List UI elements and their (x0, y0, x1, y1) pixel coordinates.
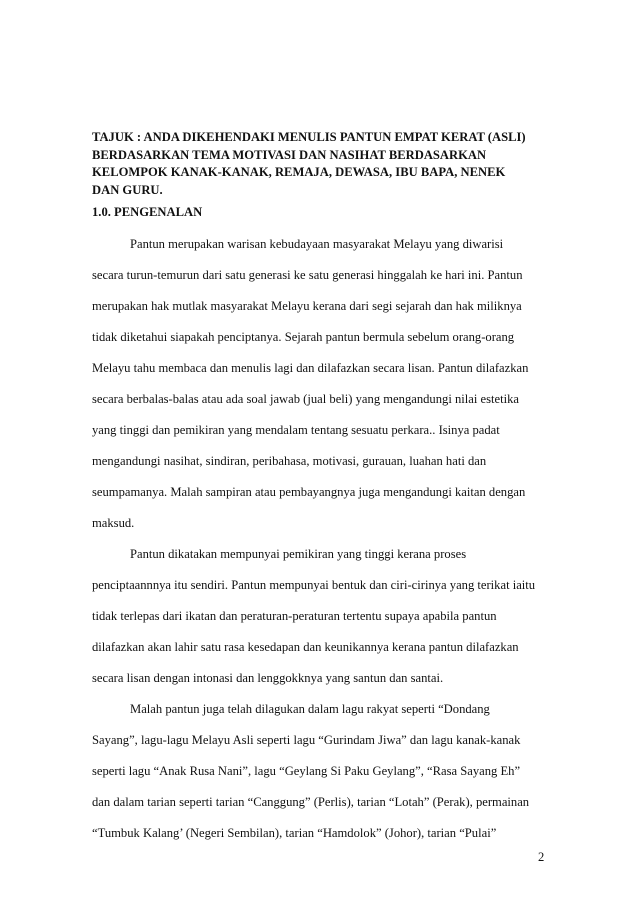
title-line: DAN GURU. (92, 182, 163, 197)
paragraph-line: mengandungi nasihat, sindiran, peribahasa, motivasi, gurauan, luahan hati dan (92, 454, 487, 468)
paragraph-line: secara turun-temurun dari satu generasi ke satu generasi hinggalah ke hari ini. Pantun (92, 268, 523, 282)
paragraph-line: maksud. (92, 516, 135, 530)
paragraph-line: “Tumbuk Kalang’ (Negeri Sembilan), tarian “Hamdolok” (Johor), tarian “Pulai” (92, 826, 497, 840)
paragraph-line: Pantun dikatakan mempunyai pemikiran yang tinggi kerana proses (130, 547, 467, 561)
paragraph-line: tidak terlepas dari ikatan dan peraturan-peraturan tertentu supaya apabila pantun (92, 609, 497, 623)
paragraph-line: Malah pantun juga telah dilagukan dalam lagu rakyat seperti “Dondang (130, 702, 490, 716)
paragraph-line: penciptaannnya itu sendiri. Pantun mempunyai bentuk dan ciri-cirinya yang terikat iaitu (92, 578, 536, 592)
paragraph-line: yang tinggi dan pemikiran yang mendalam tentang sesuatu perkara.. Isinya padat (92, 423, 500, 437)
paragraph-line: Pantun merupakan warisan kebudayaan masyarakat Melayu yang diwarisi (130, 237, 504, 251)
document-title (92, 129, 562, 199)
paragraph-line: secara lisan dengan intonasi dan lenggokknya yang santun dan santai. (92, 671, 444, 685)
paragraph-line: merupakan hak mutlak masyarakat Melayu kerana dari segi sejarah dan hak miliknya (92, 299, 522, 313)
paragraph-line: seperti lagu “Anak Rusa Nani”, lagu “Geylang Si Paku Geylang”, “Rasa Sayang Eh” (92, 764, 521, 778)
section-heading: 1.0. PENGENALAN (92, 205, 203, 219)
title-line: KELOMPOK KANAK-KANAK, REMAJA, DEWASA, IBU BAPA, NENEK (92, 165, 506, 180)
title-line: BERDASARKAN TEMA MOTIVASI DAN NASIHAT BERDASARKAN (92, 147, 487, 162)
paragraph-line: dan dalam tarian seperti tarian “Canggung” (Perlis), tarian “Lotah” (Perak), permainan (92, 795, 530, 809)
page-number: 2 (538, 850, 545, 864)
title-line: TAJUK : ANDA DIKEHENDAKI MENULIS PANTUN EMPAT KERAT (ASLI) (92, 130, 526, 144)
paragraph-line: Melayu tahu membaca dan menulis lagi dan dilafazkan secara lisan. Pantun dilafazkan (92, 361, 529, 375)
paragraph-line: secara berbalas-balas atau ada soal jawab (jual beli) yang mengandungi nilai estetika (92, 392, 519, 406)
paragraph-line: seumpamanya. Malah sampiran atau pembayangnya juga mengandungi kaitan dengan (92, 485, 526, 499)
paragraph-line: dilafazkan akan lahir satu rasa kesedapan dan keunikannya kerana pantun dilafazkan (92, 640, 519, 654)
paragraph-line: tidak diketahui siapakah penciptanya. Sejarah pantun bermula sebelum orang-orang (92, 330, 515, 344)
paragraph-line: Sayang”, lagu-lagu Melayu Asli seperti lagu “Gurindam Jiwa” dan lagu kanak-kanak (92, 733, 521, 747)
